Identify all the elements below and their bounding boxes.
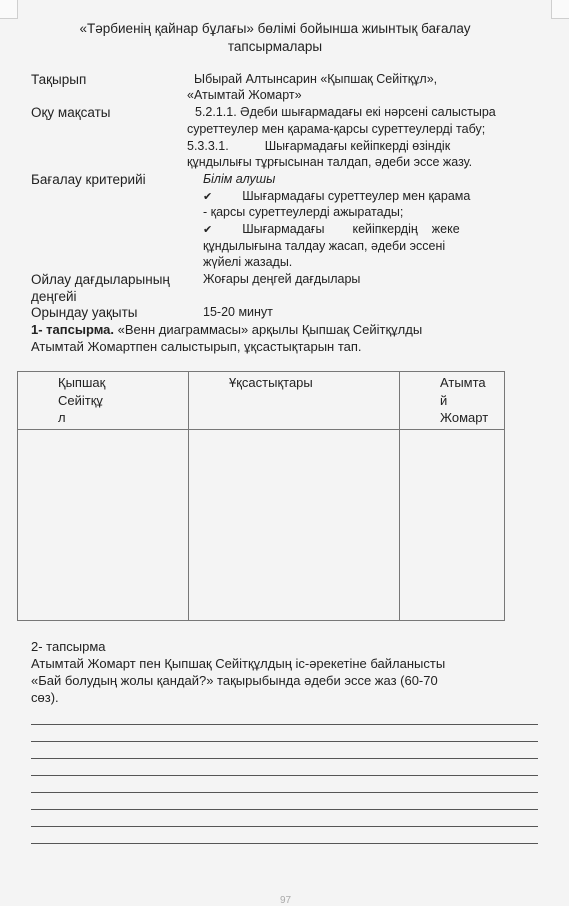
goal-code: 5.3.3.1.: [187, 139, 229, 153]
check-icon: ✔: [203, 191, 213, 203]
check-icon: ✔: [203, 224, 213, 236]
goal-line-4: құндылығы тұрғысынан талдап, әдеби эссе жазу.: [187, 155, 473, 169]
venn-comparison-table: [17, 371, 505, 621]
task2-line-3: сөз).: [31, 690, 59, 705]
time-value: 15-20 минут: [203, 305, 273, 319]
document-title: [40, 20, 510, 56]
answer-line[interactable]: [31, 775, 538, 776]
goal-line-3: [187, 138, 450, 155]
level-value: Жоғары деңгей дағдылары: [203, 272, 361, 286]
criteria-text-3b: кейіпкердің: [352, 222, 418, 236]
task1-title: 1- тапсырма.: [31, 322, 115, 337]
criteria-heading: Білім алушы: [203, 172, 276, 186]
task2-line-1: Атымтай Жомарт пен Қыпшақ Сейітқұлдың іс-әрекетіне байланысты: [31, 656, 446, 671]
answer-cell-similarities[interactable]: [189, 429, 400, 621]
goal-line-2: суреттеулер мен қарама-қарсы суреттеулерді табу;: [187, 122, 486, 136]
answer-line[interactable]: [31, 843, 538, 844]
header-similarities: Ұқсастықтары: [189, 372, 400, 430]
answer-line[interactable]: [31, 724, 538, 725]
answer-line[interactable]: [31, 826, 538, 827]
page-corner-right: [551, 0, 569, 19]
goal-line-1: 5.2.1.1. Әдеби шығармадағы екі нәрсені салыстыра: [195, 105, 496, 119]
answer-line[interactable]: [31, 792, 538, 793]
level-label-1: Ойлау дағдыларының: [31, 272, 170, 287]
task2-title: 2- тапсырма: [31, 639, 106, 654]
criteria-line-2: - қарсы суреттеулерді ажыратады;: [203, 205, 404, 219]
header-kypshak: Қыпшақ Сейітқұ л: [18, 372, 189, 430]
criteria-line-4: құндылығына талдау жасап, әдеби эссені: [203, 239, 446, 253]
time-label: Орындау уақыты: [31, 305, 138, 320]
goal-line-3-text: Шығармадағы кейіпкерді өзіндік: [264, 139, 451, 153]
page-corner-left: [0, 0, 18, 19]
criteria-line-5: жүйелі жазады.: [203, 255, 293, 269]
criteria-text-3c: жеке: [431, 222, 460, 236]
goal-label: Оқу мақсаты: [31, 105, 111, 120]
answer-cell-atymtai[interactable]: [400, 429, 505, 621]
topic-value-1: Ыбырай Алтынсарин «Қыпшақ Сейітқұл»,: [194, 72, 438, 86]
task1-text: «Венн диаграммасы» арқылы Қыпшақ Сейітқұлды: [117, 322, 423, 337]
topic-value-2: «Атымтай Жомарт»: [187, 88, 302, 102]
header-atymtai: Атымта й Жомарт: [400, 372, 505, 430]
criteria-line-1: [203, 188, 470, 206]
title-line-1: «Тәрбиенің қайнар бұлағы» бөлімі бойынша жиынтық бағалау: [79, 21, 471, 36]
task1-line-2: Атымтай Жомартпен салыстырып, ұқсастықтарын тап.: [31, 339, 362, 354]
task1-line-1: [31, 321, 422, 338]
title-line-2: тапсырмалары: [227, 39, 323, 54]
criteria-label: Бағалау критерийі: [31, 172, 146, 187]
criteria-text-1: Шығармадағы суреттеулер мен қарама: [242, 189, 471, 203]
criteria-text-3a: Шығармадағы: [242, 222, 325, 236]
answer-line[interactable]: [31, 758, 538, 759]
topic-label: Тақырып: [31, 72, 87, 87]
level-label-2: деңгейі: [31, 289, 77, 304]
answer-line[interactable]: [31, 741, 538, 742]
answer-line[interactable]: [31, 809, 538, 810]
criteria-line-3: [203, 221, 493, 239]
page-number: 97: [280, 895, 292, 906]
task2-line-2: «Бай болудың жолы қандай?» тақырыбында әдеби эссе жаз (60-70: [31, 673, 438, 688]
answer-cell-kypshak[interactable]: [18, 429, 189, 621]
